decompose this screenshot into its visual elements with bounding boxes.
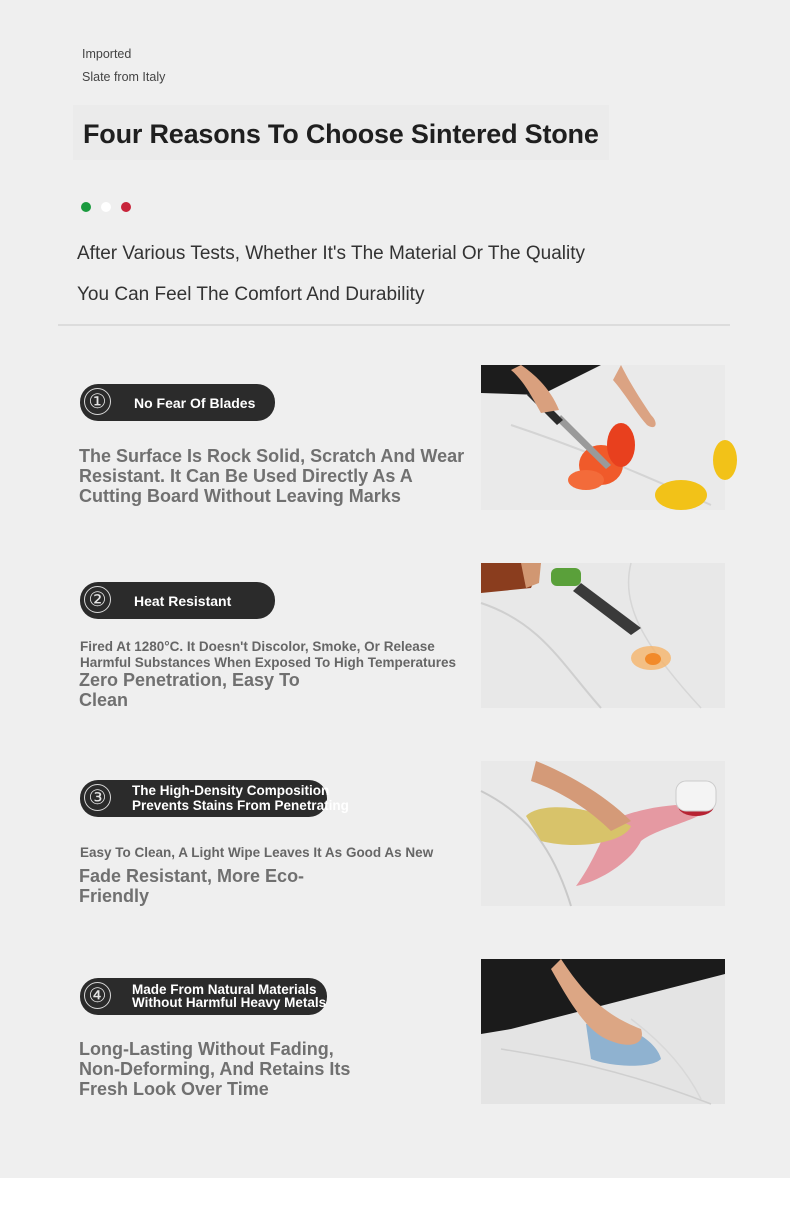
red-dot bbox=[121, 202, 131, 212]
subtitle-line1: After Various Tests, Whether It's The Material Or The Quality bbox=[77, 243, 586, 264]
divider bbox=[58, 324, 730, 326]
feature-4-label bbox=[132, 983, 326, 1009]
feature-4-label-line2: Without Harmful Heavy Metals bbox=[132, 995, 327, 1010]
feature-3-badge bbox=[80, 780, 349, 817]
color-dots bbox=[81, 202, 131, 212]
blowtorch-image bbox=[481, 563, 725, 708]
page-title: Four Reasons To Choose Sintered Stone bbox=[83, 119, 599, 149]
page-title-box bbox=[73, 105, 609, 160]
feature-4-description: Long-Lasting Without Fading, Non-Deforming, And Retains Its Fresh Look Over Time bbox=[79, 1039, 351, 1099]
feature-3-heading: Zero Penetration, Easy To Clean bbox=[79, 670, 300, 710]
origin-tag-line2: Slate from Italy bbox=[82, 70, 166, 84]
cloth-wiping-image bbox=[481, 959, 725, 1104]
feature-3-label bbox=[132, 783, 349, 813]
origin-tag-line1: Imported bbox=[82, 47, 132, 61]
number-2-icon: ② bbox=[84, 586, 111, 613]
number-4-icon: ④ bbox=[84, 982, 111, 1009]
green-dot bbox=[81, 202, 91, 212]
knife-cutting-pepper-image bbox=[481, 365, 725, 510]
feature-1-description: The Surface Is Rock Solid, Scratch And Wear Resistant. It Can Be Used Directly As A Cutting Board Without Leaving Marks bbox=[79, 446, 465, 506]
subtitle-line2: You Can Feel The Comfort And Durability bbox=[77, 284, 425, 305]
feature-4-label-line1: Made From Natural Materials bbox=[132, 982, 317, 997]
number-1-icon: ① bbox=[84, 388, 111, 415]
feature-4-heading: Fade Resistant, More Eco-Friendly bbox=[79, 866, 305, 906]
feature-1-badge bbox=[80, 384, 275, 421]
feature-3-label-line1: The High-Density Composition bbox=[132, 783, 330, 798]
feature-2-description: Fired At 1280°C. It Doesn't Discolor, Smoke, Or Release Harmful Substances When Exposed To High Temperatures bbox=[80, 639, 457, 670]
feature-2-label: Heat Resistant bbox=[134, 593, 232, 609]
number-3-icon: ③ bbox=[84, 784, 111, 811]
wine-spill-image bbox=[481, 761, 725, 906]
feature-1-label: No Fear Of Blades bbox=[134, 395, 256, 411]
feature-3-label-line2: Prevents Stains From Penetrating bbox=[132, 798, 349, 813]
feature-2-badge bbox=[80, 582, 275, 619]
feature-3-description: Easy To Clean, A Light Wipe Leaves It As Good As New bbox=[80, 845, 434, 860]
feature-4-badge bbox=[80, 978, 327, 1015]
white-dot bbox=[101, 202, 111, 212]
